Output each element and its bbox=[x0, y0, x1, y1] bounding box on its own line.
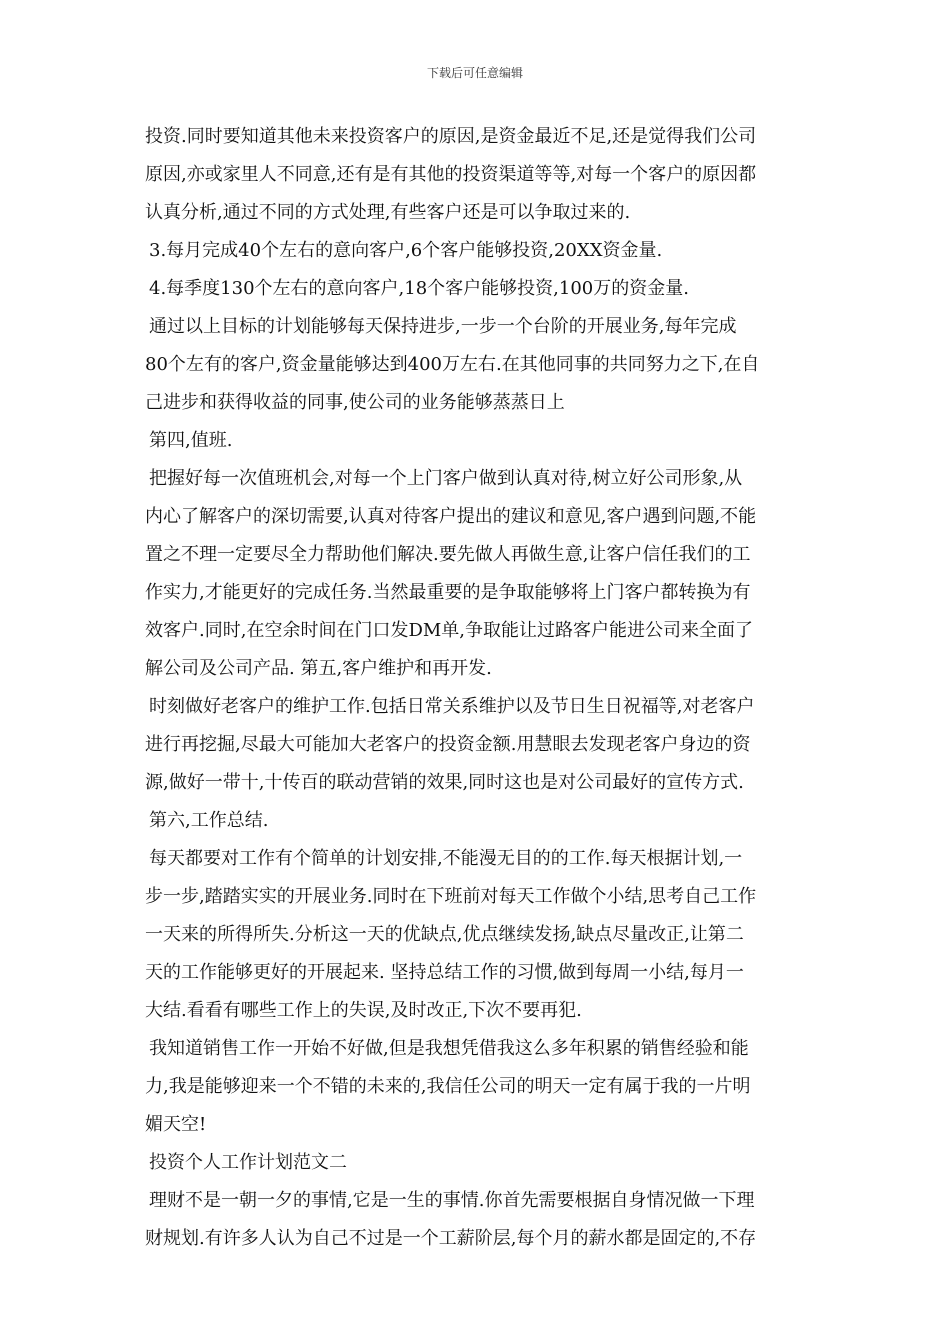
text-line: 进行再挖掘,尽最大可能加大老客户的投资金额.用慧眼去发现老客户身边的资 bbox=[145, 734, 751, 755]
text-line: 理财不是一朝一夕的事情,它是一生的事情.你首先需要根据自身情况做一下理 bbox=[149, 1190, 755, 1211]
text-line: 天的工作能够更好的开展起来. 坚持总结工作的习惯,做到每周一小结,每月一 bbox=[145, 962, 744, 983]
text-line: 投资.同时要知道其他未来投资客户的原因,是资金最近不足,还是觉得我们公司 bbox=[145, 126, 757, 147]
text-line: 解公司及公司产品. 第五,客户维护和再开发. bbox=[145, 658, 492, 679]
text-line: 媚天空! bbox=[145, 1114, 207, 1135]
text-line: 认真分析,通过不同的方式处理,有些客户还是可以争取过来的. bbox=[145, 202, 631, 223]
text-line: 己进步和获得收益的同事,使公司的业务能够蒸蒸日上 bbox=[145, 392, 565, 413]
text-line: 原因,亦或家里人不同意,还有是有其他的投资渠道等等,对每一个客户的原因都 bbox=[145, 164, 757, 185]
text-line: 3.每月完成40个左右的意向客户,6个客户能够投资,20XX资金量. bbox=[149, 240, 663, 261]
section-heading: 投资个人工作计划范文二 bbox=[149, 1152, 347, 1173]
text-line: 源,做好一带十,十传百的联动营销的效果,同时这也是对公司最好的宣传方式. bbox=[145, 772, 744, 793]
text-line: 80个左有的客户,资金量能够达到400万左右.在其他同事的共同努力之下,在自 bbox=[145, 354, 760, 375]
page-header: 下载后可任意编辑 bbox=[426, 66, 523, 80]
text-line: 大结.看看有哪些工作上的失误,及时改正,下次不要再犯. bbox=[145, 1000, 582, 1021]
text-line: 置之不理一定要尽全力帮助他们解决.要先做人再做生意,让客户信任我们的工 bbox=[145, 544, 751, 565]
text-line: 把握好每一次值班机会,对每一个上门客户做到认真对待,树立好公司形象,从 bbox=[149, 468, 743, 489]
text-line: 一天来的所得所失.分析这一天的优缺点,优点继续发扬,缺点尽量改正,让第二 bbox=[145, 924, 744, 945]
text-line: 力,我是能够迎来一个不错的未来的,我信任公司的明天一定有属于我的一片明 bbox=[145, 1076, 751, 1097]
section-heading: 第四,值班. bbox=[149, 430, 233, 451]
text-line: 作实力,才能更好的完成任务.当然最重要的是争取能够将上门客户都转换为有 bbox=[145, 582, 751, 603]
text-line: 效客户.同时,在空余时间在门口发DM单,争取能让过路客户能进公司来全面了 bbox=[145, 620, 754, 641]
text-line: 时刻做好老客户的维护工作.包括日常关系维护以及节日生日祝福等,对老客户 bbox=[149, 696, 755, 717]
text-line: 通过以上目标的计划能够每天保持进步,一步一个台阶的开展业务,每年完成 bbox=[149, 316, 737, 337]
document-body bbox=[145, 124, 810, 1264]
text-line: 我知道销售工作一开始不好做,但是我想凭借我这么多年积累的销售经验和能 bbox=[149, 1038, 749, 1059]
text-line: 内心了解客户的深切需要,认真对待客户提出的建议和意见,客户遇到问题,不能 bbox=[145, 506, 757, 527]
text-line: 4.每季度130个左右的意向客户,18个客户能够投资,100万的资金量. bbox=[149, 278, 689, 299]
text-line: 财规划.有许多人认为自己不过是一个工薪阶层,每个月的薪水都是固定的,不存 bbox=[145, 1228, 757, 1249]
section-heading: 第六,工作总结. bbox=[149, 810, 269, 831]
text-line: 步一步,踏踏实实的开展业务.同时在下班前对每天工作做个小结,思考自己工作 bbox=[145, 886, 757, 907]
text-line: 每天都要对工作有个简单的计划安排,不能漫无目的的工作.每天根据计划,一 bbox=[149, 848, 743, 869]
